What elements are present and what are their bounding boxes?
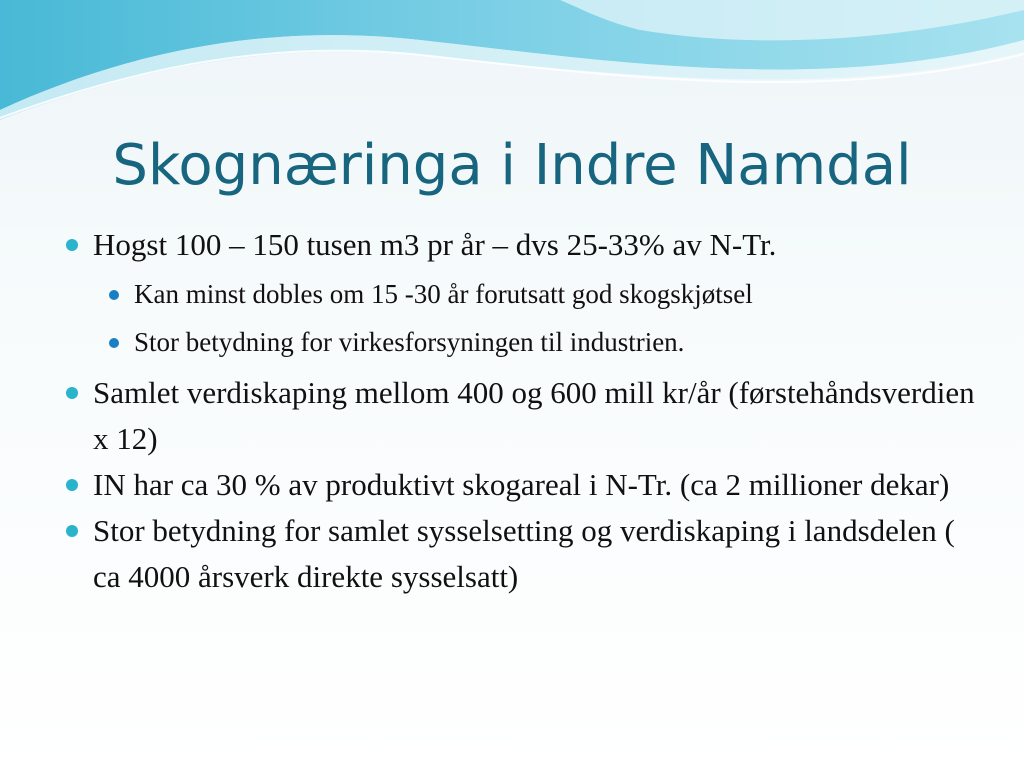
sub-bullet-list: [93, 270, 980, 366]
bullet-dot-icon: [66, 239, 78, 251]
bullet-text: Stor betydning for samlet sysselsetting og verdiskaping i landsdelen ( ca 4000 årsverk direkte sysselsatt): [93, 513, 955, 594]
bullet-item: [60, 508, 980, 600]
bullet-item: [60, 370, 980, 462]
bullet-text: Hogst 100 – 150 tusen m3 pr år – dvs 25-33% av N-Tr.: [93, 227, 777, 262]
bullet-item: [60, 222, 980, 366]
slide-title: Skognæringa i Indre Namdal: [112, 133, 912, 198]
bullet-item: [60, 462, 980, 508]
bullet-text: Samlet verdiskaping mellom 400 og 600 mill kr/år (førstehåndsverdien x 12): [93, 375, 975, 456]
sub-bullet-item: [93, 318, 980, 366]
bullet-dot-icon: [66, 387, 78, 399]
bullet-text: IN har ca 30 % av produktivt skogareal i N-Tr. (ca 2 millioner dekar): [93, 467, 950, 502]
bullet-list: [60, 222, 980, 600]
sub-bullet-text: Kan minst dobles om 15 -30 år forutsatt god skogskjøtsel: [134, 279, 753, 309]
bullet-dot-icon: [66, 479, 78, 491]
header-wave-decoration: [0, 0, 1024, 130]
sub-bullet-dot-icon: [109, 290, 119, 300]
sub-bullet-dot-icon: [109, 338, 119, 348]
bullet-dot-icon: [66, 525, 78, 537]
sub-bullet-text: Stor betydning for virkesforsyningen til industrien.: [134, 327, 685, 357]
sub-bullet-item: [93, 270, 980, 318]
